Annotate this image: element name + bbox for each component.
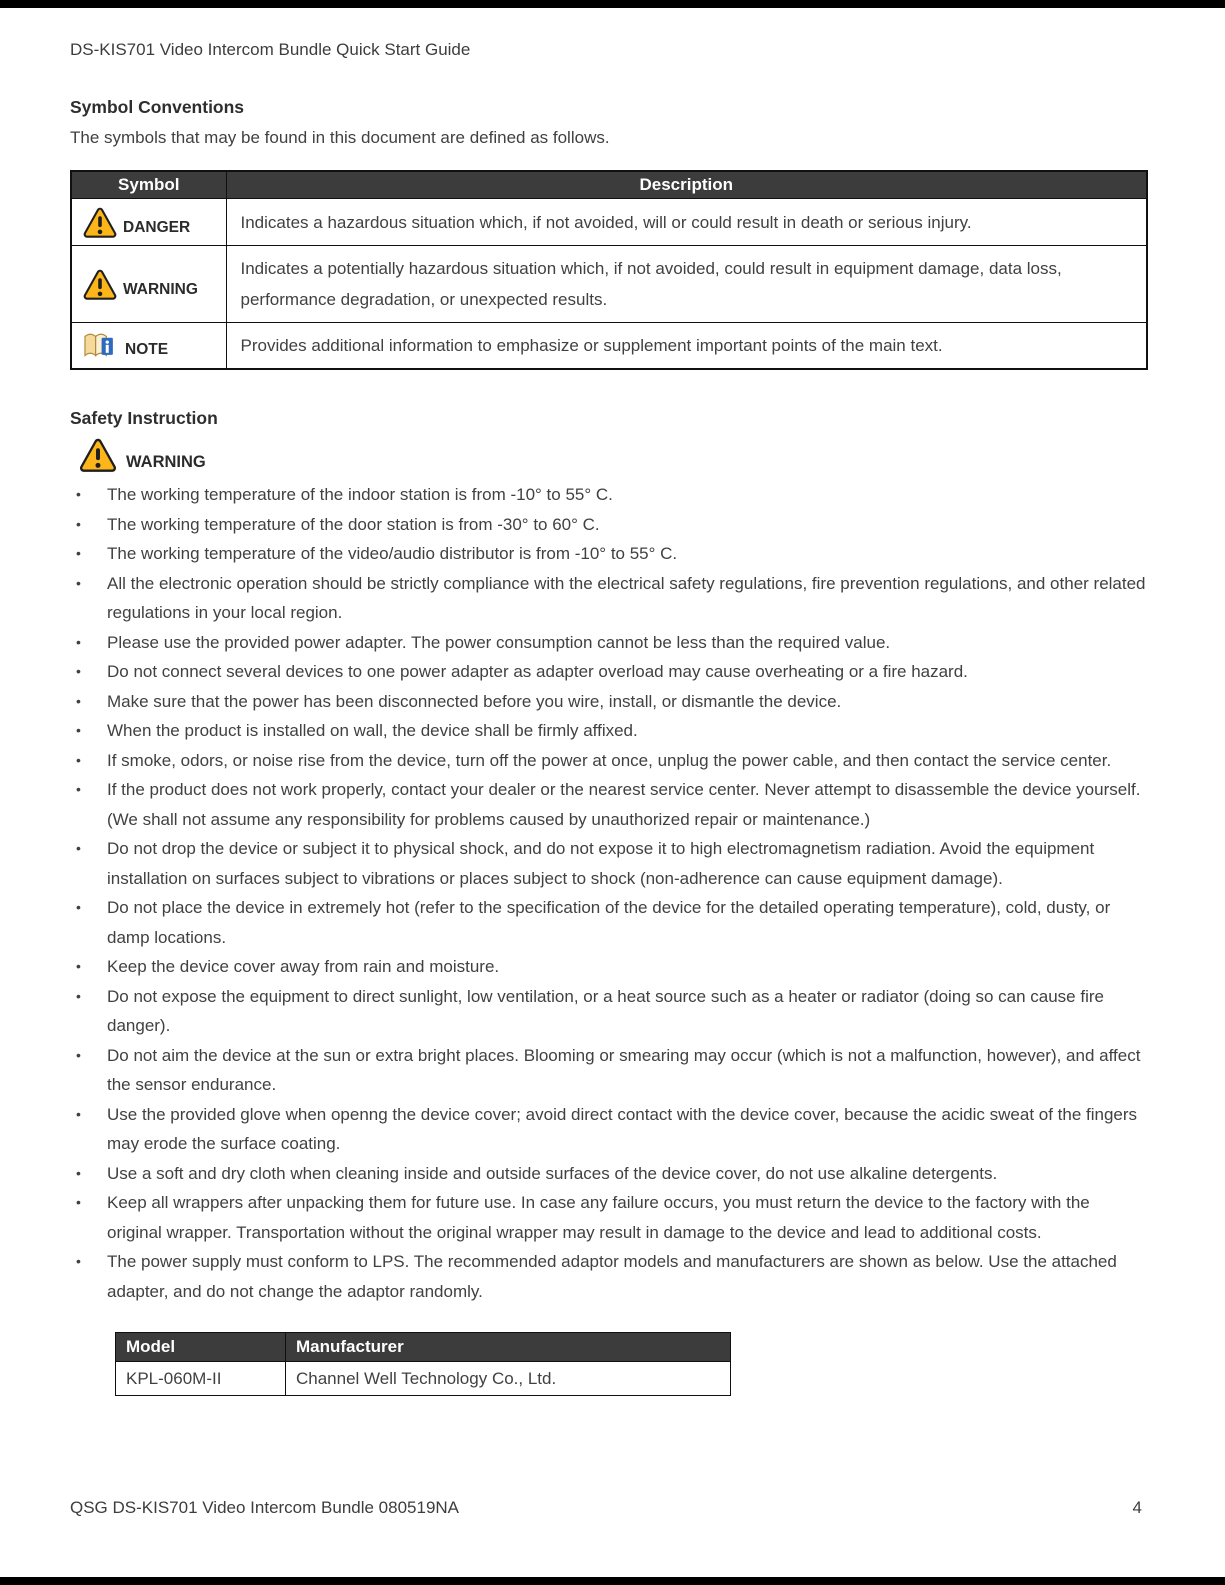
safety-bullet-item: • If the product does not work properly, contact your dealer or the nearest service center. Never attempt to disassemble the device yourself. (We shall not assume any responsibility for problems caused by unauthorized repair or maintenance.) [70, 775, 1148, 834]
warning-description: Indicates a potentially hazardous situation which, if not avoided, could result in equipment damage, data loss, performance degradation, or unexpected results. [226, 246, 1147, 323]
page-bottom-edge [0, 1577, 1225, 1585]
page-content [70, 0, 1148, 1396]
symbol-conventions-table [70, 170, 1148, 370]
page-number: 4 [1132, 1498, 1142, 1517]
safety-bullet-item: • Do not expose the equipment to direct sunlight, low ventilation, or a heat source such as a heater or radiator (doing so can cause fire danger). [70, 982, 1148, 1041]
symbol-conventions-intro: The symbols that may be found in this document are defined as follows. [70, 128, 610, 147]
safety-bullet-item: • Do not place the device in extremely hot (refer to the specification of the device for the detailed operating temperature), cold, dusty, or damp locations. [70, 893, 1148, 952]
safety-warning-label: WARNING [126, 452, 206, 471]
safety-bullet-item: • Please use the provided power adapter. The power consumption cannot be less than the required value. [70, 628, 1148, 658]
table-row [71, 199, 1147, 246]
model-column-header: Model [116, 1333, 286, 1362]
danger-symbol [82, 206, 216, 238]
safety-bullet-list [70, 480, 1148, 1306]
note-label: NOTE [125, 341, 169, 358]
table-row [71, 323, 1147, 370]
safety-bullet-item: • The power supply must conform to LPS. The recommended adaptor models and manufacturers are shown as below. Use the attached adapter, and do not change the adaptor randomly. [70, 1247, 1148, 1306]
note-icon [82, 331, 120, 361]
safety-warning-line [78, 437, 1148, 472]
safety-bullet-item: • Use the provided glove when openng the device cover; avoid direct contact with the device cover, because the acidic sweat of the fingers may erode the surface coating. [70, 1100, 1148, 1159]
model-cell: KPL-060M-II [116, 1362, 286, 1396]
note-symbol-cell [71, 323, 226, 370]
safety-bullet-item: • The working temperature of the door station is from -30° to 60° C. [70, 510, 1148, 540]
safety-bullet-item: • All the electronic operation should be strictly compliance with the electrical safety regulations, fire prevention regulations, and other related regulations in your local region. [70, 569, 1148, 628]
danger-label: DANGER [123, 218, 191, 236]
warning-triangle-icon [82, 206, 118, 238]
safety-bullet-item: • Keep the device cover away from rain and moisture. [70, 952, 1148, 982]
warning-label: WARNING [123, 280, 198, 298]
safety-bullet-item: • The working temperature of the video/audio distributor is from -10° to 55° C. [70, 539, 1148, 569]
table-row [116, 1362, 731, 1396]
danger-symbol-cell [71, 199, 226, 246]
symbol-column-header: Symbol [71, 171, 226, 199]
table-header-row [71, 171, 1147, 199]
adaptor-table [115, 1332, 731, 1396]
page-footer [70, 1498, 1142, 1518]
safety-bullet-item: • Use a soft and dry cloth when cleaning inside and outside surfaces of the device cover, do not use alkaline detergents. [70, 1159, 1148, 1189]
safety-bullet-item: • If smoke, odors, or noise rise from the device, turn off the power at once, unplug the power cable, and then contact the service center. [70, 746, 1148, 776]
table-row [71, 246, 1147, 323]
safety-bullet-item: • The working temperature of the indoor station is from -10° to 55° C. [70, 480, 1148, 510]
symbol-conventions-heading: Symbol Conventions [70, 97, 245, 117]
footer-text: QSG DS-KIS701 Video Intercom Bundle 080519NA [70, 1498, 460, 1517]
warning-triangle-icon [78, 437, 118, 472]
manufacturer-column-header: Manufacturer [286, 1333, 731, 1362]
note-description: Provides additional information to emphasize or supplement important points of the main text. [226, 323, 1147, 370]
safety-instruction-heading: Safety Instruction [70, 408, 218, 428]
safety-bullet-item: • Do not aim the device at the sun or extra bright places. Blooming or smearing may occur (which is not a malfunction, however), and affect the sensor endurance. [70, 1041, 1148, 1100]
warning-triangle-icon [82, 268, 118, 300]
warning-symbol [82, 268, 216, 300]
danger-description: Indicates a hazardous situation which, if not avoided, will or could result in death or serious injury. [226, 199, 1147, 246]
manufacturer-cell: Channel Well Technology Co., Ltd. [286, 1362, 731, 1396]
safety-bullet-item: • Do not drop the device or subject it to physical shock, and do not expose it to high electromagnetism radiation. Avoid the equipment installation on surfaces subject to vibrations or places subject to shock (non-adherence can cause equipment damage). [70, 834, 1148, 893]
safety-bullet-item: • When the product is installed on wall, the device shall be firmly affixed. [70, 716, 1148, 746]
safety-bullet-item: • Make sure that the power has been disconnected before you wire, install, or dismantle the device. [70, 687, 1148, 717]
note-symbol [82, 331, 216, 361]
description-column-header: Description [226, 171, 1147, 199]
table-header-row [116, 1333, 731, 1362]
document-header-title: DS-KIS701 Video Intercom Bundle Quick Start Guide [70, 40, 471, 59]
safety-bullet-item: • Keep all wrappers after unpacking them for future use. In case any failure occurs, you must return the device to the factory with the original wrapper. Transportation without the original wrapper may result in damage to the device and lead to additional costs. [70, 1188, 1148, 1247]
warning-symbol-cell [71, 246, 226, 323]
safety-bullet-item: • Do not connect several devices to one power adapter as adapter overload may cause overheating or a fire hazard. [70, 657, 1148, 687]
